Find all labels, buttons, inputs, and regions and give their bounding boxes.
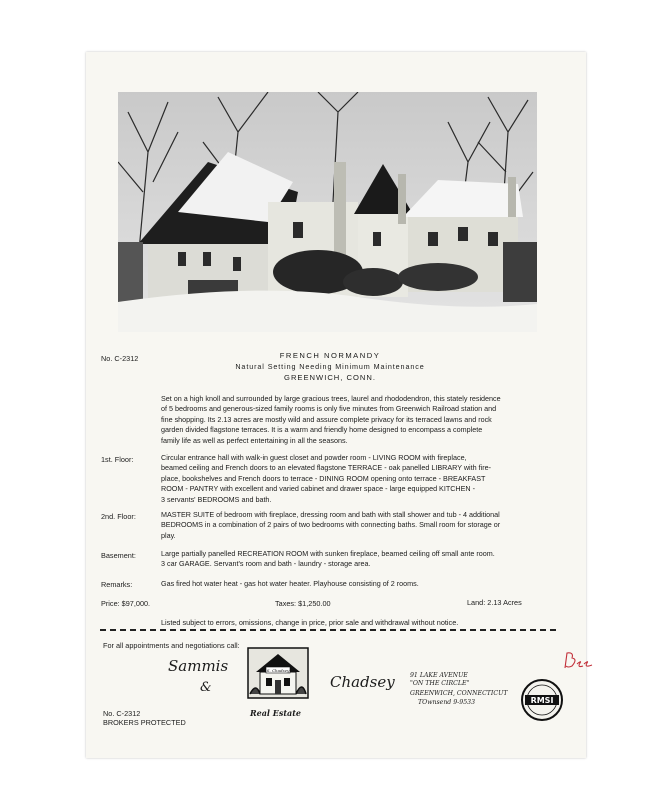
remarks-text: Gas fired hot water heat - gas hot water heater. Playhouse consisting of 2 rooms. [161,579,419,588]
handwritten-note [562,650,596,672]
house-photo [118,92,537,332]
address-line-1: 91 LAKE AVENUE [410,672,468,679]
rmsi-badge-icon [520,678,564,722]
listing-location: GREENWICH, CONN. [284,373,376,382]
brokers-protected: BROKERS PROTECTED [103,718,186,727]
taxes: Taxes: $1,250.00 [275,599,331,608]
basement-label: Basement: [101,551,136,560]
second-floor-text: MASTER SUITE of bedroom with fireplace, dressing room and bath with stall shower and tub - 4 additional BEDROOMS in a combination of 2 pairs of two bedrooms with connecting baths. Small room for storage or play. [161,510,501,540]
price: Price: $97,000. [101,599,151,608]
listing-number: No. C-2312 [101,354,139,363]
footer-divider [100,629,556,631]
basement-text: Large partially panelled RECREATION ROOM with sunken fireplace, beamed ceiling off small ante room. 3 car GARAGE. Servant's room and bath - laundry - storage area. [161,549,495,569]
listing-subtitle: Natural Setting Needing Minimum Maintenance [235,362,425,371]
appointments-line: For all appointments and negotiations call: [103,641,240,650]
remarks-label: Remarks: [101,580,133,589]
phone-number: TOwnsend 9-9533 [418,699,476,706]
first-floor-label: 1st. Floor: [101,455,134,464]
svg-text:RMSI: RMSI [530,696,554,705]
land: Land: 2.13 Acres [467,598,522,607]
office-logo-icon [246,646,310,700]
intro-paragraph: Set on a high knoll and surrounded by large gracious trees, laurel and rhododendron, this stately residence of 5 bedrooms and generous-sized family rooms is only five minutes from Greenwich Railroad station and fine shopping. Its 2.13 acres are mostly wild and assure complete privacy for its terraced lawns and rock garden divided flagstone terraces. It is a warm and friendly home designed to encompass a complete family life as well as perfect entertaining in all the seasons. [161,394,501,445]
svg-text:S. Chadsey: S. Chadsey [266,667,290,673]
listing-title: FRENCH NORMANDY [279,351,381,360]
disclaimer: Listed subject to errors, omissions, change in price, prior sale and withdrawal without notice. [161,618,459,627]
firm-name-sammis: Sammis [168,657,229,675]
ampersand: & [200,680,212,695]
firm-name-chadsey: Chadsey [330,673,395,691]
address-line-2: "ON THE CIRCLE" [410,680,470,687]
listing-number-bottom: No. C-2312 [103,709,141,718]
real-estate-tagline: Real Estate [250,708,302,718]
second-floor-label: 2nd. Floor: [101,512,136,521]
first-floor-text: Circular entrance hall with walk-in guest closet and powder room - LIVING ROOM with fireplace, beamed ceiling and French doors to an elevated flagstone TERRACE - oak panelled LIBRARY with fire- place, bookshelves and French doors to terrace - DINING ROOM opening onto terrace - BREAKFAST ROOM - PANTRY with excellent and varied cabinet and drawer space - large equipped KITCHEN - 3 servants' BEDROOMS and bath. [161,453,492,504]
address-line-3: GREENWICH, CONNECTICUT [410,690,508,697]
